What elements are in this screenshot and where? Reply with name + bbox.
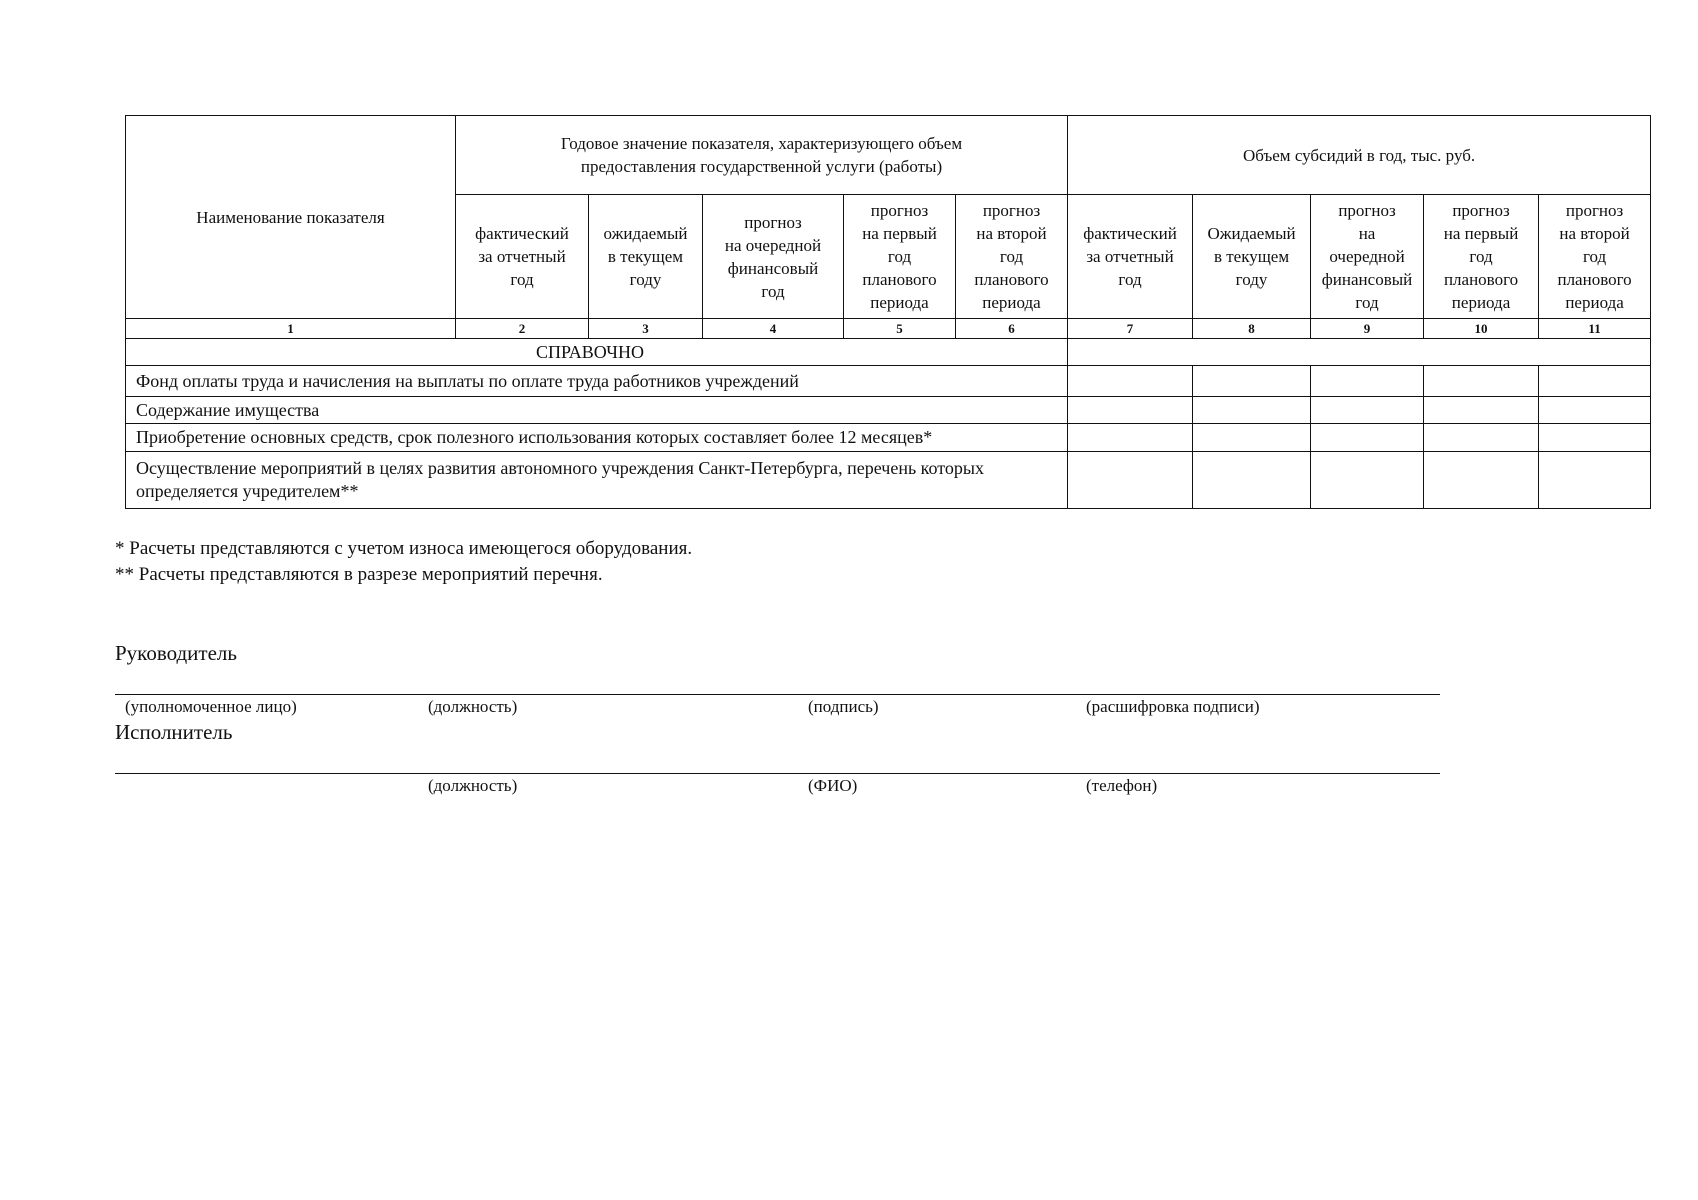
caption-executor-phone: (телефон) <box>1086 776 1158 795</box>
column-number: 3 <box>589 319 703 339</box>
footnote: * Расчеты представляются с учетом износа имеющегося оборудования. <box>115 538 693 559</box>
data-cell <box>1539 452 1651 509</box>
data-cell <box>1068 424 1193 452</box>
column-number: 5 <box>844 319 956 339</box>
annual-value-group-header: Годовое значение показателя, характеризующего объем предоставления государственной услуги (работы) <box>456 116 1068 195</box>
empty-cell <box>1068 339 1651 366</box>
data-cell <box>1068 366 1193 397</box>
column-header: прогноз на первый год планового периода <box>1424 195 1539 319</box>
data-cell <box>1068 397 1193 424</box>
executor-signature-line <box>115 773 1440 774</box>
column-header: фактический за отчетный год <box>1068 195 1193 319</box>
table-row-label: Осуществление мероприятий в целях развития автономного учреждения Санкт-Петербурга, перечень которых определяется учредителем** <box>126 452 1068 509</box>
caption-position: (должность) <box>428 697 518 716</box>
column-header: прогноз на первый год планового периода <box>844 195 956 319</box>
data-cell <box>1424 452 1539 509</box>
data-cell <box>1539 366 1651 397</box>
data-cell <box>1311 366 1424 397</box>
column-header: ожидаемый в текущем году <box>589 195 703 319</box>
table-row-label: Фонд оплаты труда и начисления на выплаты по оплате труда работников учреждений <box>126 366 1068 397</box>
head-signature-line <box>115 694 1440 695</box>
column-number: 7 <box>1068 319 1193 339</box>
data-cell <box>1539 424 1651 452</box>
column-number: 8 <box>1193 319 1311 339</box>
caption-authorized-person: (уполномоченное лицо) <box>125 697 297 716</box>
data-cell <box>1068 452 1193 509</box>
indicator-name-header: Наименование показателя <box>126 116 456 319</box>
column-number: 10 <box>1424 319 1539 339</box>
column-header: прогноз на второй год планового периода <box>956 195 1068 319</box>
footnote: ** Расчеты представляются в разрезе мероприятий перечня. <box>115 564 603 585</box>
data-cell <box>1193 452 1311 509</box>
subsidy-table <box>125 115 1651 509</box>
data-cell <box>1311 424 1424 452</box>
caption-executor-position: (должность) <box>428 776 518 795</box>
column-number: 4 <box>703 319 844 339</box>
spravochno-label: СПРАВОЧНО <box>126 339 1068 366</box>
column-header: прогноз на второй год планового периода <box>1539 195 1651 319</box>
column-number: 9 <box>1311 319 1424 339</box>
column-number: 6 <box>956 319 1068 339</box>
column-header: прогноз на очередной финансовый год <box>703 195 844 319</box>
column-header: Ожидаемый в текущем году <box>1193 195 1311 319</box>
data-cell <box>1193 397 1311 424</box>
column-number: 1 <box>126 319 456 339</box>
data-cell <box>1424 366 1539 397</box>
data-cell <box>1424 397 1539 424</box>
caption-signature: (подпись) <box>808 697 879 716</box>
column-number: 11 <box>1539 319 1651 339</box>
footnotes <box>115 536 692 588</box>
caption-signature-decoding: (расшифровка подписи) <box>1086 697 1260 716</box>
column-number: 2 <box>456 319 589 339</box>
data-cell <box>1311 452 1424 509</box>
data-cell <box>1193 424 1311 452</box>
executor-label: Исполнитель <box>115 720 233 744</box>
head-label: Руководитель <box>115 641 237 665</box>
data-cell <box>1311 397 1424 424</box>
data-cell <box>1424 424 1539 452</box>
table-row-label: Приобретение основных средств, срок полезного использования которых составляет более 12 месяцев* <box>126 424 1068 452</box>
column-header: фактический за отчетный год <box>456 195 589 319</box>
column-header: прогноз на очередной финансовый год <box>1311 195 1424 319</box>
table-row-label: Содержание имущества <box>126 397 1068 424</box>
data-cell <box>1539 397 1651 424</box>
data-cell <box>1193 366 1311 397</box>
subsidy-volume-group-header: Объем субсидий в год, тыс. руб. <box>1068 116 1651 195</box>
caption-executor-name: (ФИО) <box>808 776 858 795</box>
